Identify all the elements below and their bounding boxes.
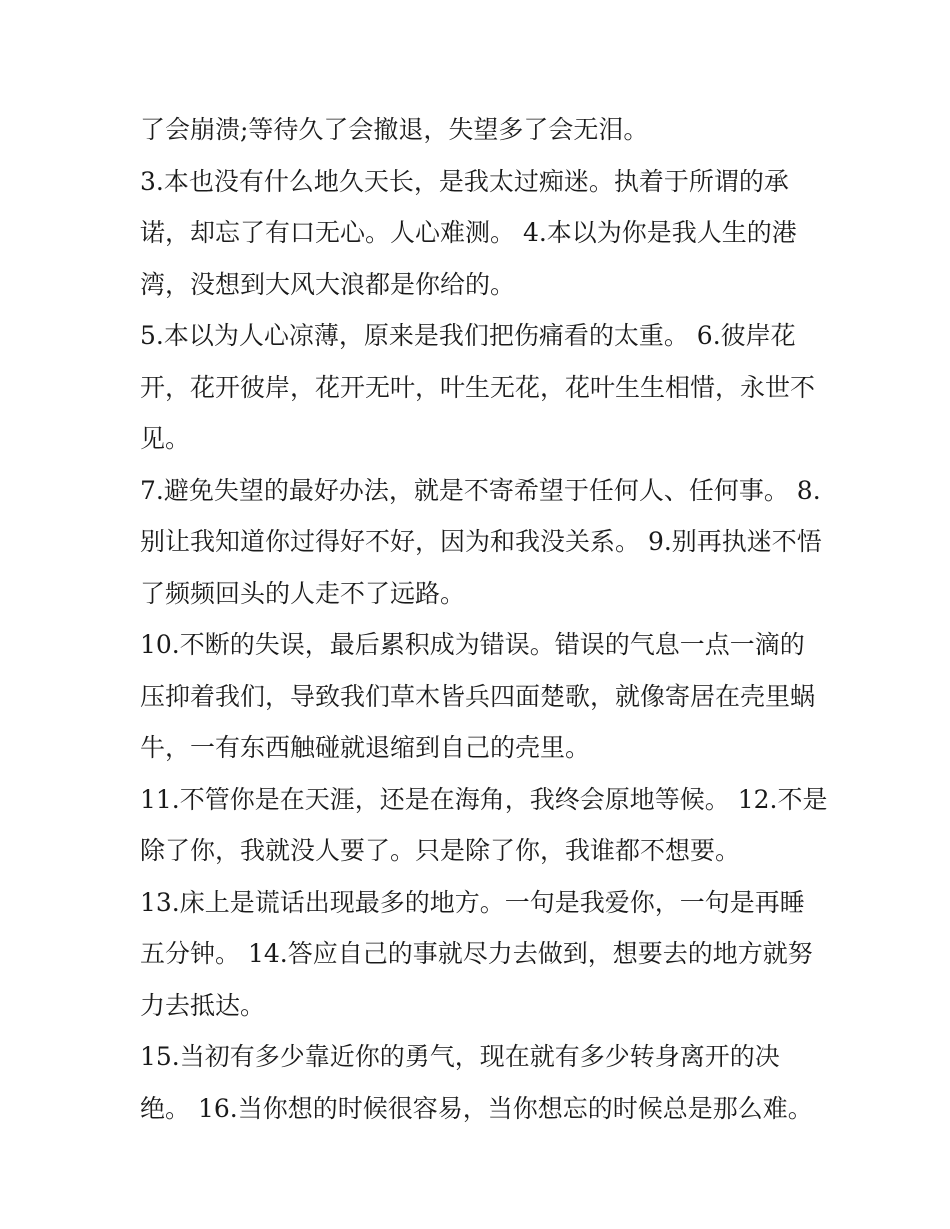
text-line: 15.当初有多少靠近你的勇气，现在就有多少转身离开的决 bbox=[140, 1042, 780, 1071]
text-line: 开，花开彼岸，花开无叶，叶生无花，花叶生生相惜，永世不 bbox=[140, 372, 816, 402]
text-line: 5.本以为人心凉薄，原来是我们把伤痛看的太重。 6.彼岸花 bbox=[140, 321, 796, 350]
text-line: 13.床上是谎话出现最多的地方。一句是我爱你，一句是再睡 bbox=[140, 887, 805, 917]
text-line: 牛，一有东西触碰就退缩到自己的壳里。 bbox=[140, 733, 591, 762]
text-line: 了频频回头的人走不了远路。 bbox=[140, 578, 466, 608]
text-line: 别让我知道你过得好不好，因为和我没关系。 9.别再执迷不悟 bbox=[140, 527, 822, 556]
text-line: 了会崩溃;等待久了会撤退，失望多了会无泪。 bbox=[140, 115, 649, 144]
text-line: 3.本也没有什么地久天长，是我太过痴迷。执着于所谓的承 bbox=[140, 166, 789, 196]
text-line: 除了你，我就没人要了。只是除了你，我谁都不想要。 bbox=[140, 836, 741, 865]
text-line: 绝。 16.当你想的时候很容易，当你想忘的时候总是那么难。 bbox=[140, 1093, 813, 1123]
text-line: 压抑着我们，导致我们草木皆兵四面楚歌，就像寄居在壳里蜗 bbox=[140, 681, 816, 711]
text-line: 力去抵达。 bbox=[140, 990, 266, 1020]
text-line: 五分钟。 14.答应自己的事就尽力去做到，想要去的地方就努 bbox=[140, 939, 813, 968]
text-line: 诺，却忘了有口无心。人心难测。 4.本以为你是我人生的港 bbox=[140, 218, 797, 247]
text-line: 7.避免失望的最好办法，就是不寄希望于任何人、任何事。 8. bbox=[140, 475, 821, 505]
text-line: 11.不管你是在天涯，还是在海角，我终会原地等候。 12.不是 bbox=[140, 784, 828, 814]
text-line: 10.不断的失误，最后累积成为错误。错误的气息一点一滴的 bbox=[140, 630, 805, 659]
body-text bbox=[140, 104, 830, 1134]
text-line: 湾，没想到大风大浪都是你给的。 bbox=[140, 269, 516, 299]
text-line: 见。 bbox=[140, 424, 191, 453]
